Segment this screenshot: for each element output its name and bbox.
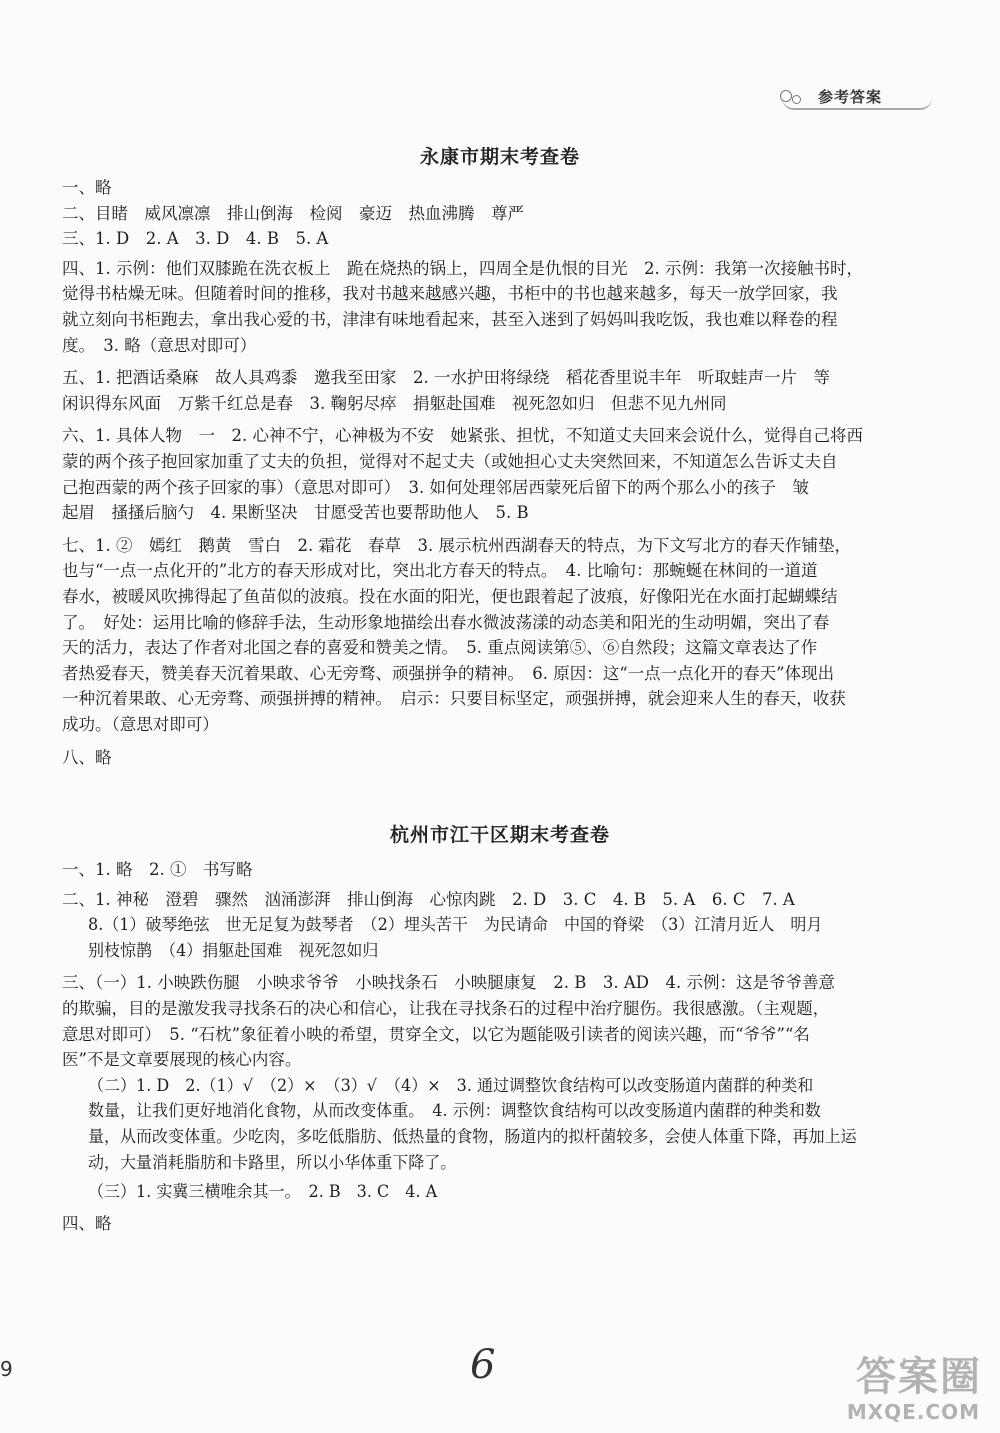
answer-line: 四、1. 示例：他们双膝跪在洗衣板上 跪在烧热的锅上，四周全是仇恨的目光 2. 示例：我第一次接触书时， — [62, 258, 863, 278]
answer-line: 三、1. D 2. A 3. D 4. B 5. A — [62, 229, 329, 249]
corner-page-mark: 9 — [0, 1357, 13, 1381]
answer-line: 的欺骗，目的是激发我寻找条石的决心和信心，让我在寻找条石的过程中治疗腿伤。我很感激。（主观题， — [62, 999, 830, 1018]
answer-line: 意思对即可） 5. “石枕”象征着小映的希望，贯穿全文，以它为题能吸引读者的阅读兴趣，而“爷爷”“名 — [62, 1024, 810, 1044]
section-title: 永康市期末考查卷 — [419, 146, 580, 168]
answer-line: 8.（1）破琴绝弦 世无足复为鼓琴者 （2）埋头苦干 为民请命 中国的脊梁 （3）江清月近人 明月 — [88, 915, 823, 935]
answer-line: 了。 好处：运用比喻的修辞手法，生动形象地描绘出春水微波荡漾的动态美和阳光的生动明媚，突出了春 — [62, 612, 830, 632]
answer-line: 数量，让我们更好地消化食物，从而改变体重。 4. 示例：调整饮食结构可以改变肠道内菌群的种类和数 — [88, 1101, 821, 1121]
answer-line: 起眉 搔搔后脑勺 4. 果断坚决 甘愿受苦也要帮助他人 5. B — [62, 503, 529, 523]
reference-answer-badge — [780, 82, 940, 122]
answer-line: 度。 3. 略（意思对即可） — [62, 335, 257, 355]
answer-line: 一、略 — [62, 178, 112, 197]
answer-line: 五、1. 把酒话桑麻 故人具鸡黍 邀我至田家 2. 一水护田将绿绕 稻花香里说丰年 听取蛙声一片 等 — [62, 368, 830, 388]
watermark-logo — [798, 1345, 988, 1430]
answer-line: 蒙的两个孩子抱回家加重了丈夫的负担，觉得对不起丈夫（或她担心丈夫突然回来，不知道怎么告诉丈夫自 — [62, 452, 838, 471]
section-title: 杭州市江干区期末考查卷 — [389, 824, 610, 846]
answer-line: 别枝惊鹊 （4）捐躯赴国难 视死忽如归 — [88, 940, 379, 960]
answer-line: 六、1. 具体人物 一 2. 心神不宁，心神极为不安 她紧张、担忧，不知道丈夫回来会说什么，觉得自己将西 — [62, 426, 863, 446]
answer-line: 觉得书枯燥无味。但随着时间的推移，我对书越来越感兴趣，书柜中的书也越来越多，每天一放学回家，我 — [62, 284, 838, 304]
answer-line: 四、略 — [62, 1213, 112, 1233]
answer-line: 成功。（意思对即可） — [62, 715, 219, 734]
badge-label: 参考答案 — [817, 88, 882, 106]
answer-line: 者热爱春天，赞美春天沉着果敢、心无旁骛、顽强拼争的精神。 6. 原因：这“一点一点化开的春天”体现出 — [62, 663, 835, 683]
answer-line: 二、1. 神秘 澄碧 骤然 汹涌澎湃 排山倒海 心惊肉跳 2. D 3. C 4. B 5. A 6. C 7. A — [62, 889, 795, 909]
circle-decoration-icon — [780, 90, 792, 102]
watermark-text: 答案圈 — [856, 1354, 982, 1400]
circle-decoration-icon — [792, 95, 801, 104]
answer-line: （三）1. 实冀三横唯余其一。 2. B 3. C 4. A — [88, 1182, 438, 1202]
answer-line: 天的活力，表达了作者对北国之春的喜爱和赞美之情。 5. 重点阅读第⑤、⑥自然段；这篇文章表达了作 — [62, 638, 818, 658]
answer-line: 三、（一）1. 小映跌伤腿 小映求爷爷 小映找条石 小映腿康复 2. B 3. AD 4. 示例：这是爷爷善意 — [62, 973, 835, 993]
answer-line: 七、1. ② 嫣红 鹅黄 雪白 2. 霜花 春草 3. 展示杭州西湖春天的特点，为下文写北方的春天作铺垫， — [62, 535, 851, 555]
answer-line: 一、1. 略 2. ① 书写略 — [62, 860, 253, 879]
answer-line: （二）1. D 2.（1）√ （2）× （3）√ （4）× 3. 通过调整饮食结构可以改变肠道内菌群的种类和 — [88, 1075, 814, 1095]
answer-line: 八、略 — [62, 747, 112, 767]
answer-line: 量，从而改变体重。少吃肉，多吃低脂肪、低热量的食物，肠道内的拟杆菌较多，会使人体重下降，再加上运 — [88, 1127, 857, 1146]
page-number: 6 — [470, 1342, 496, 1388]
answer-line: 己抱西蒙的两个孩子回家的事）（意思对即可） 3. 如何处理邻居西蒙死后留下的两个那么小的孩子 皱 — [62, 477, 809, 497]
watermark-url: MXQE.COM — [846, 1400, 980, 1424]
answer-line: 动，大量消耗脂肪和卡路里，所以小华体重下降了。 — [88, 1152, 457, 1172]
answer-line: 就立刻向书柜跑去，拿出我心爱的书，津津有味地看起来，甚至入迷到了妈妈叫我吃饭，我也难以释卷的程 — [62, 310, 838, 329]
answer-line: 也与“一点一点化开的”北方的春天形成对比，突出北方春天的特点。 4. 比喻句：那蜿蜒在林间的一道道 — [62, 561, 818, 581]
answer-line: 医”不是文章要展现的核心内容。 — [62, 1050, 302, 1070]
answer-line: 一种沉着果敢、心无旁骛、顽强拼搏的精神。 启示：只要目标坚定，顽强拼搏，就会迎来人生的春天，收获 — [62, 689, 846, 709]
answer-line: 二、目睹 威风凛凛 排山倒海 检阅 豪迈 热血沸腾 尊严 — [62, 203, 524, 223]
answer-line: 春水，被暖风吹拂得起了鱼苗似的波痕。投在水面的阳光，便也跟着起了波痕，好像阳光在水面打起蝴蝶结 — [62, 587, 838, 606]
answer-line: 闲识得东风面 万紫千红总是春 3. 鞠躬尽瘁 捐躯赴国难 视死忽如归 但悲不见九州同 — [62, 393, 727, 413]
